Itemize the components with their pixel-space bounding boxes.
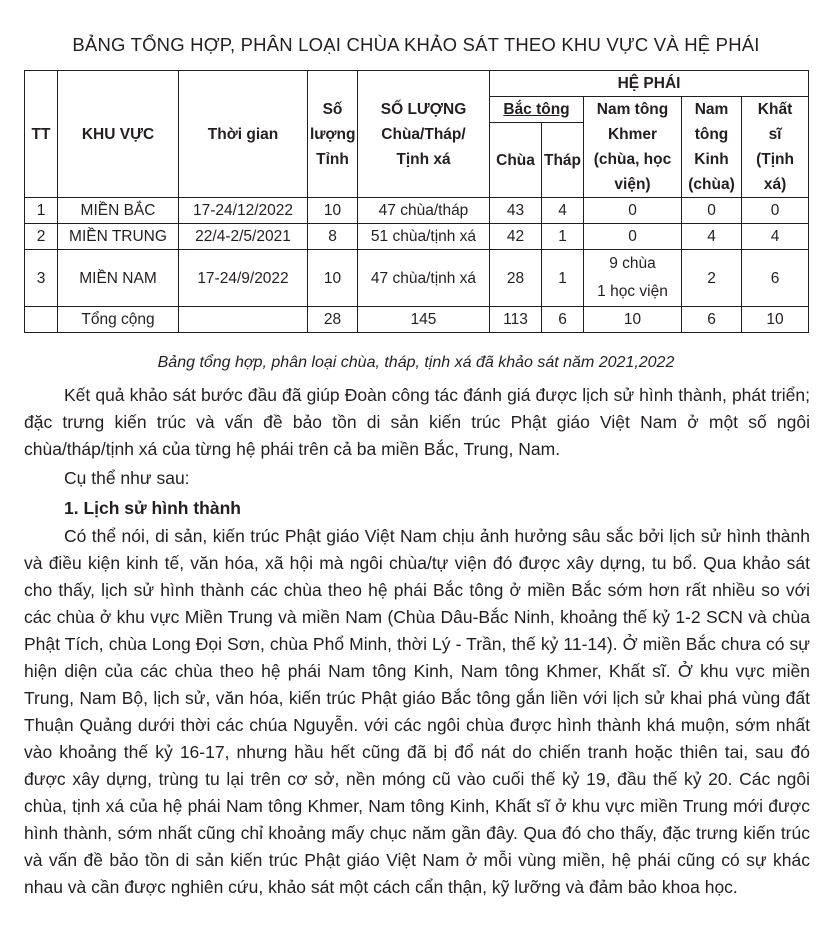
- paragraph-history: Có thể nói, di sản, kiến trúc Phật giáo Việt Nam chịu ảnh hưởng sâu sắc bởi lịch sử hình thành và điều kiện kinh tế, văn hóa, xã hội mà ngôi chùa/tự viện đó được xây dựng, tu bổ. Qua khảo sát cho thấy, lịch sử hình thành các chùa theo hệ phái Bắc tông ở miền Bắc sớm hơn rất nhiều so với các chùa ở khu vực Miền Trung và miền Nam (Chùa Dâu-Bắc Ninh, khoảng thế kỷ 1-2 SCN và chùa Phật Tích, chùa Long Đọi Sơn, chùa Phổ Minh, thời Lý - Trần, thế kỷ 11-14). Ở miền Bắc chưa có sự hiện diện của các chùa theo hệ phái Nam tông Kinh, Nam tông Khmer, Khất sĩ. Ở khu vực miền Trung, Nam Bộ, lịch sử, văn hóa, kiến trúc Phật giáo Bắc tông gắn liền với lịch sử khai phá vùng đất Thuận Quảng dưới thời các chúa Nguyễn. với các ngôi chùa được hình thành khá muộn, sớm nhất vào khoảng thế kỷ 16-17, nhưng hầu hết cũng đã bị đổ nát do chiến tranh hoặc thiên tai, sau đó được xây dựng, trùng tu lại trên cơ sở, nền móng cũ vào cuối thế kỷ 19, đầu thế kỷ 20. Các ngôi chùa, tịnh xá của hệ phái Nam tông Khmer, Nam tông Kinh, Khất sĩ ở khu vực miền Trung mới được hình thành, sớm nhất cũng chỉ khoảng mấy chục năm gần đây. Qua đó cho thấy, đặc trưng kiến trúc và vấn đề bảo tồn di sản kiến trúc Phật giáo Việt Nam ở mỗi vùng miền, hệ phái cũng có sự khác nhau và cần được nghiên cứu, khảo sát một cách cẩn thận, kỹ lưỡng và đảm bảo khoa học.: [24, 526, 810, 897]
- header-tt: TT: [25, 71, 58, 198]
- table-row: 3 MIỀN NAM 17-24/9/2022 10 47 chùa/tịnh xá 28 1 9 chùa 1 học viện 2 6: [25, 250, 809, 307]
- header-province-count: Số lượng Tỉnh: [308, 71, 358, 198]
- header-region: KHU VỰC: [58, 71, 179, 198]
- header-bac-tong: Bắc tông: [490, 97, 584, 123]
- header-thap: Tháp: [542, 123, 584, 198]
- table-row: 1 MIỀN BẮC 17-24/12/2022 10 47 chùa/tháp 43 4 0 0 0: [25, 198, 809, 224]
- section-heading: 1. Lịch sử hình thành: [64, 498, 241, 518]
- header-site-count: SỐ LƯỢNG Chùa/Tháp/ Tịnh xá: [358, 71, 490, 198]
- table-row: 2 MIỀN TRUNG 22/4-2/5/2021 8 51 chùa/tịnh xá 42 1 0 4 4: [25, 224, 809, 250]
- header-khat-si: Khất sĩ (Tịnh xá): [742, 97, 809, 198]
- intro-line: Cụ thể như sau:: [64, 468, 190, 488]
- header-time: Thời gian: [179, 71, 308, 198]
- paragraph-results: Kết quả khảo sát bước đầu đã giúp Đoàn công tác đánh giá được lịch sử hình thành, phát triển; đặc trưng kiến trúc và vấn đề bảo tồn di sản kiến trúc Phật giáo Việt Nam ở một số ngôi chùa/tháp/tịnh xá của từng hệ phái trên cả ba miền Bắc, Trung, Nam.: [24, 385, 810, 459]
- article-body: [24, 382, 810, 901]
- header-nam-tong-khmer: Nam tông Khmer (chùa, học viện): [584, 97, 682, 198]
- region-cell: MIỀN NAM: [58, 250, 179, 307]
- region-cell: MIỀN BẮC: [58, 198, 179, 224]
- total-label: Tổng cộng: [58, 307, 179, 333]
- survey-summary-table: [24, 70, 809, 333]
- header-row-1: [25, 71, 809, 97]
- region-cell: MIỀN TRUNG: [58, 224, 179, 250]
- header-chua: Chùa: [490, 123, 542, 198]
- header-sect: HỆ PHÁI: [490, 71, 809, 97]
- header-nam-tong-kinh: Nam tông Kinh (chùa): [682, 97, 742, 198]
- table-caption: Bảng tổng hợp, phân loại chùa, tháp, tịnh xá đã khảo sát năm 2021,2022: [157, 354, 675, 371]
- total-row: Tổng cộng 28 145 113 6 10 6 10: [25, 307, 809, 333]
- page-title: BẢNG TỔNG HỢP, PHÂN LOẠI CHÙA KHẢO SÁT THEO KHU VỰC VÀ HỆ PHÁI: [72, 34, 760, 55]
